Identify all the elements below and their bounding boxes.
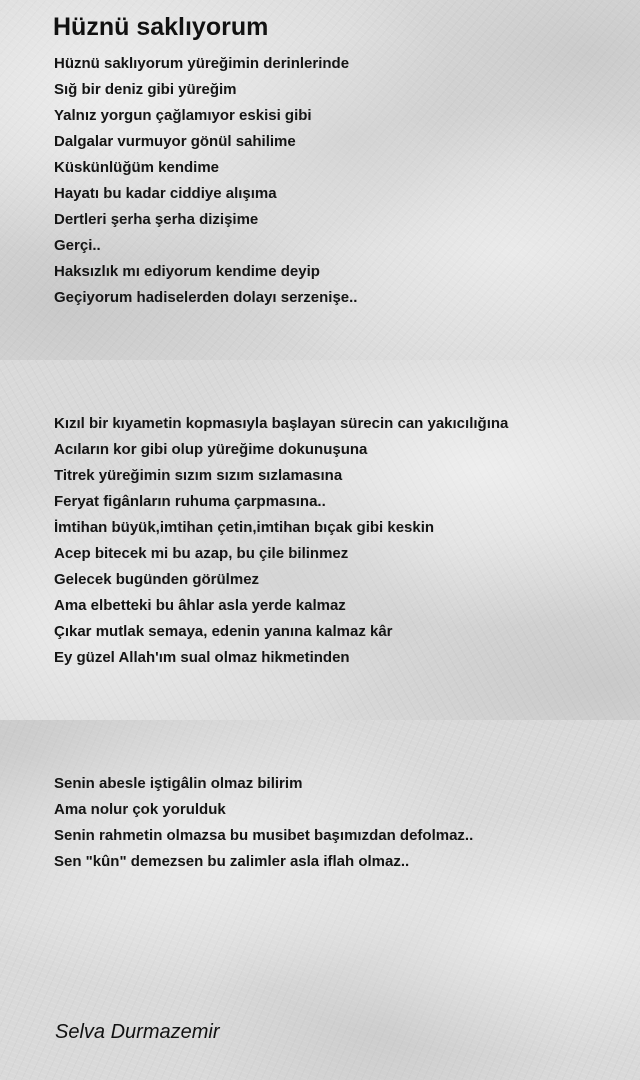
poem-line: Geçiyorum hadiselerden dolayı serzenişe..	[54, 289, 358, 306]
poem-line: Ama nolur çok yorulduk	[54, 801, 226, 818]
poem-line: Küskünlüğüm kendime	[54, 159, 220, 176]
poem-line: Ama elbetteki bu âhlar asla yerde kalmaz	[54, 597, 346, 614]
poem-line: Dertleri şerha şerha dizişime	[54, 211, 259, 228]
poem-line: Yalnız yorgun çağlamıyor eskisi gibi	[54, 107, 312, 124]
stanza-1	[54, 51, 357, 311]
poem-line: Hüznü saklıyorum yüreğimin derinlerinde	[54, 55, 350, 72]
poem-line: Çıkar mutlak semaya, edenin yanına kalmaz kâr	[54, 623, 393, 640]
poem-line: İmtihan büyük,imtihan çetin,imtihan bıçak gibi keskin	[54, 519, 435, 536]
poem-author: Selva Durmazemir	[55, 1021, 220, 1043]
poem-line: Sığ bir deniz gibi yüreğim	[54, 81, 237, 98]
poem-line: Gerçi..	[54, 237, 101, 254]
poem-line: Feryat figânların ruhuma çarpmasına..	[54, 493, 326, 510]
stanza-2	[54, 411, 508, 671]
poem-line: Hayatı bu kadar ciddiye alışıma	[54, 185, 277, 202]
poem-line: Senin rahmetin olmazsa bu musibet başımızdan defolmaz..	[54, 827, 474, 844]
poem-line: Kızıl bir kıyametin kopmasıyla başlayan sürecin can yakıcılığına	[54, 415, 509, 432]
poem-line: Acep bitecek mi bu azap, bu çile bilinmez	[54, 545, 349, 562]
poem-line: Sen "kûn" demezsen bu zalimler asla iflah olmaz..	[54, 853, 410, 870]
poem-line: Acıların kor gibi olup yüreğime dokunuşuna	[54, 441, 368, 458]
poem-title: Hüznü saklıyorum	[53, 13, 269, 41]
stanza-3	[54, 771, 473, 875]
poem-line: Senin abesle iştigâlin olmaz bilirim	[54, 775, 303, 792]
poem-line: Dalgalar vurmuyor gönül sahilime	[54, 133, 296, 150]
poem-line: Haksızlık mı ediyorum kendime deyip	[54, 263, 320, 280]
poem-line: Ey güzel Allah'ım sual olmaz hikmetinden	[54, 649, 350, 666]
poem-line: Titrek yüreğimin sızım sızım sızlamasına	[54, 467, 343, 484]
poem-line: Gelecek bugünden görülmez	[54, 571, 260, 588]
